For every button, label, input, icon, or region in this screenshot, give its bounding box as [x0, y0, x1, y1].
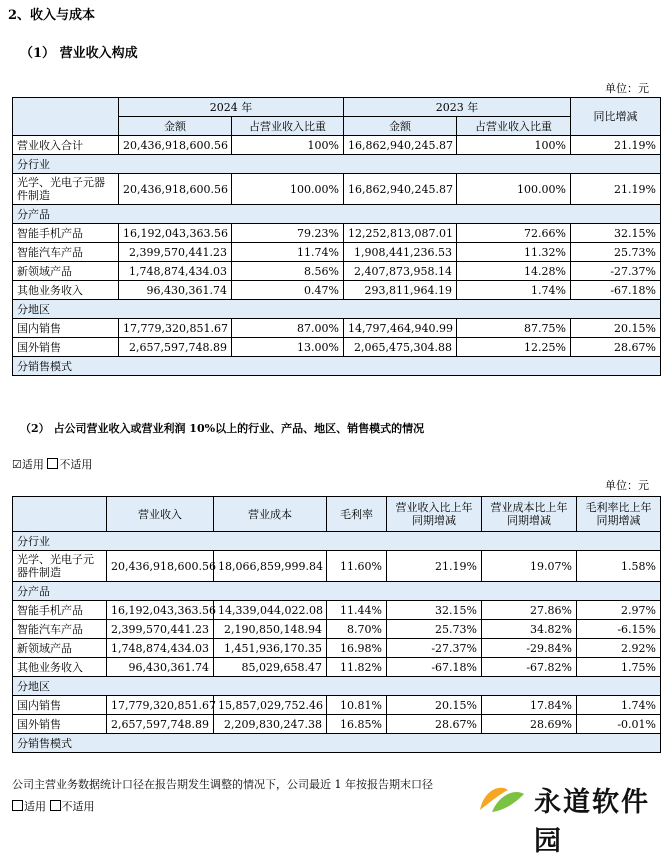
not-applicable-label: 不适用 — [59, 458, 93, 471]
cell-value: 87.00% — [232, 319, 344, 338]
section-row-product: 分产品 — [13, 205, 661, 224]
cell-value: 1.74% — [457, 281, 571, 300]
subsection-title-revenue-composition: （1） 营业收入构成 — [20, 46, 138, 61]
cell-value: -27.37% — [387, 639, 482, 658]
cell-value: 1.58% — [577, 551, 661, 582]
table-row — [13, 639, 661, 658]
applicability-selector-2 — [12, 798, 95, 814]
cell-value: 96,430,361.74 — [107, 658, 214, 677]
cell-label: 智能手机产品 — [13, 601, 107, 620]
cell-value: 13.00% — [232, 338, 344, 357]
header-amount-2023: 金额 — [344, 117, 457, 136]
section-row-product: 分产品 — [13, 582, 661, 601]
cell-value: 20,436,918,600.56 — [119, 136, 232, 155]
cell-value: -27.37% — [571, 262, 661, 281]
cell-value: 2,065,475,304.88 — [344, 338, 457, 357]
cell-label: 智能汽车产品 — [13, 620, 107, 639]
cell-value: 2.92% — [577, 639, 661, 658]
cell-value: 16,192,043,363.56 — [107, 601, 214, 620]
cell-value: 21.19% — [387, 551, 482, 582]
cell-value: 28.67% — [387, 715, 482, 734]
cell-value: 20,436,918,600.56 — [107, 551, 214, 582]
unit-label: 单位：元 — [605, 82, 649, 95]
cell-value: 1.74% — [577, 696, 661, 715]
not-applicable-checkbox[interactable] — [50, 800, 61, 811]
cell-value: 85,029,658.47 — [214, 658, 327, 677]
cell-value: -6.15% — [577, 620, 661, 639]
cell-value: 1,748,874,434.03 — [107, 639, 214, 658]
cell-value: 16,862,940,245.87 — [344, 136, 457, 155]
cell-label: 营业收入合计 — [13, 136, 119, 155]
cell-label: 新领域产品 — [13, 639, 107, 658]
header-amount-2024: 金额 — [119, 117, 232, 136]
cell-value: 8.70% — [327, 620, 387, 639]
header-cost-yoy: 营业成本比上年同期增减 — [482, 497, 577, 532]
cell-label: 智能手机产品 — [13, 224, 119, 243]
cell-label: 国内销售 — [13, 696, 107, 715]
cell-value: 2,657,597,748.89 — [119, 338, 232, 357]
cell-value: 79.23% — [232, 224, 344, 243]
header-yoy: 同比增减 — [571, 98, 661, 136]
cell-value: -29.84% — [482, 639, 577, 658]
section-row-region: 分地区 — [13, 300, 661, 319]
header-share-2024: 占营业收入比重 — [232, 117, 344, 136]
header-year-2023: 2023 年 — [344, 98, 571, 117]
section-row-sales-mode: 分销售模式 — [13, 357, 661, 376]
applicable-label: 适用 — [24, 800, 46, 813]
table-row — [13, 224, 661, 243]
cell-value: 11.32% — [457, 243, 571, 262]
table-row — [13, 658, 661, 677]
cell-value: 27.86% — [482, 601, 577, 620]
cell-value: 100% — [232, 136, 344, 155]
cell-value: 15,857,029,752.46 — [214, 696, 327, 715]
table-row — [13, 601, 661, 620]
table-row — [13, 174, 661, 205]
cell-value: 12.25% — [457, 338, 571, 357]
cell-value: 19.07% — [482, 551, 577, 582]
table-row — [13, 281, 661, 300]
cell-value: 11.82% — [327, 658, 387, 677]
cell-value: 1.75% — [577, 658, 661, 677]
header-share-2023: 占营业收入比重 — [457, 117, 571, 136]
table-row — [13, 715, 661, 734]
not-applicable-checkbox[interactable] — [47, 458, 58, 469]
table-row — [13, 620, 661, 639]
section-row-industry: 分行业 — [13, 532, 661, 551]
cell-value: 32.15% — [387, 601, 482, 620]
cell-value: 1,451,936,170.35 — [214, 639, 327, 658]
cell-value: -67.18% — [571, 281, 661, 300]
cell-value: 25.73% — [571, 243, 661, 262]
cell-value: 100.00% — [457, 174, 571, 205]
cell-value: 25.73% — [387, 620, 482, 639]
major-segments-table — [12, 496, 661, 753]
cell-value: 12,252,813,087.01 — [344, 224, 457, 243]
table-row — [13, 338, 661, 357]
section-row-sales-mode: 分销售模式 — [13, 734, 661, 753]
cell-value: 11.44% — [327, 601, 387, 620]
cell-value: 2,209,830,247.38 — [214, 715, 327, 734]
cell-value: 20,436,918,600.56 — [119, 174, 232, 205]
cell-value: 8.56% — [232, 262, 344, 281]
cell-value: 17,779,320,851.67 — [119, 319, 232, 338]
header-gross-margin: 毛利率 — [327, 497, 387, 532]
cell-value: 1,748,874,434.03 — [119, 262, 232, 281]
cell-value: 2,399,570,441.23 — [119, 243, 232, 262]
cell-value: 2,657,597,748.89 — [107, 715, 214, 734]
cell-label: 国内销售 — [13, 319, 119, 338]
cell-label: 国外销售 — [13, 338, 119, 357]
applicable-checkbox-checked[interactable]: ☑ — [12, 458, 22, 471]
cell-value: 72.66% — [457, 224, 571, 243]
cell-value: 100.00% — [232, 174, 344, 205]
cell-value: 14,339,044,022.08 — [214, 601, 327, 620]
table-row — [13, 696, 661, 715]
cell-label: 新领域产品 — [13, 262, 119, 281]
cell-label: 智能汽车产品 — [13, 243, 119, 262]
header-cost: 营业成本 — [214, 497, 327, 532]
table-row — [13, 319, 661, 338]
subsection-title-major-segments: （2） 占公司营业收入或营业利润 10%以上的行业、产品、地区、销售模式的情况 — [20, 422, 425, 435]
cell-value: 16.98% — [327, 639, 387, 658]
cell-value: 2,190,850,148.94 — [214, 620, 327, 639]
cell-value: 96,430,361.74 — [119, 281, 232, 300]
cell-value: 87.75% — [457, 319, 571, 338]
table-row — [13, 262, 661, 281]
header-blank — [13, 497, 107, 532]
header-blank — [13, 98, 119, 136]
watermark-logo — [476, 774, 666, 857]
cell-value: 14.28% — [457, 262, 571, 281]
cell-label: 光学、光电子元器件制造 — [13, 551, 107, 582]
table-row-total — [13, 136, 661, 155]
section-row-industry: 分行业 — [13, 155, 661, 174]
footnote: 公司主营业务数据统计口径在报告期发生调整的情况下，公司最近 1 年按报告期末口径 — [12, 778, 433, 791]
cell-value: 293,811,964.19 — [344, 281, 457, 300]
not-applicable-label: 不适用 — [61, 800, 95, 813]
header-year-2024: 2024 年 — [119, 98, 344, 117]
cell-value: 14,797,464,940.99 — [344, 319, 457, 338]
cell-value: 11.60% — [327, 551, 387, 582]
cell-value: 2,407,873,958.14 — [344, 262, 457, 281]
cell-value: 28.69% — [482, 715, 577, 734]
cell-value: 20.15% — [387, 696, 482, 715]
cell-value: 34.82% — [482, 620, 577, 639]
section-title: 2、收入与成本 — [8, 8, 96, 23]
cell-value: 2.97% — [577, 601, 661, 620]
cell-value: 17,779,320,851.67 — [107, 696, 214, 715]
header-revenue: 营业收入 — [107, 497, 214, 532]
cell-value: 16,192,043,363.56 — [119, 224, 232, 243]
applicable-checkbox[interactable] — [12, 800, 23, 811]
cell-value: 28.67% — [571, 338, 661, 357]
revenue-composition-table — [12, 97, 661, 376]
cell-value: 2,399,570,441.23 — [107, 620, 214, 639]
cell-value: -67.82% — [482, 658, 577, 677]
cell-value: -0.01% — [577, 715, 661, 734]
cell-value: 16.85% — [327, 715, 387, 734]
cell-value: 32.15% — [571, 224, 661, 243]
cell-value: 100% — [457, 136, 571, 155]
cell-value: 20.15% — [571, 319, 661, 338]
cell-value: 1,908,441,236.53 — [344, 243, 457, 262]
unit-label-2: 单位：元 — [605, 479, 649, 492]
section-row-region: 分地区 — [13, 677, 661, 696]
cell-value: 16,862,940,245.87 — [344, 174, 457, 205]
header-margin-yoy: 毛利率比上年同期增减 — [577, 497, 661, 532]
cell-value: 18,066,859,999.84 — [214, 551, 327, 582]
cell-value: 11.74% — [232, 243, 344, 262]
cell-value: 10.81% — [327, 696, 387, 715]
cell-label: 光学、光电子元器件制造 — [13, 174, 119, 205]
cell-label: 国外销售 — [13, 715, 107, 734]
cell-value: 0.47% — [232, 281, 344, 300]
cell-value: -67.18% — [387, 658, 482, 677]
leaf-logo-icon — [478, 780, 526, 816]
cell-label: 其他业务收入 — [13, 658, 107, 677]
cell-label: 其他业务收入 — [13, 281, 119, 300]
cell-value: 21.19% — [571, 136, 661, 155]
cell-value: 17.84% — [482, 696, 577, 715]
applicable-label: 适用 — [21, 458, 44, 471]
applicability-selector — [12, 456, 92, 472]
header-revenue-yoy: 营业收入比上年同期增减 — [387, 497, 482, 532]
table-row — [13, 551, 661, 582]
logo-text: 永道软件园 — [534, 787, 650, 857]
cell-value: 21.19% — [571, 174, 661, 205]
table-row — [13, 243, 661, 262]
